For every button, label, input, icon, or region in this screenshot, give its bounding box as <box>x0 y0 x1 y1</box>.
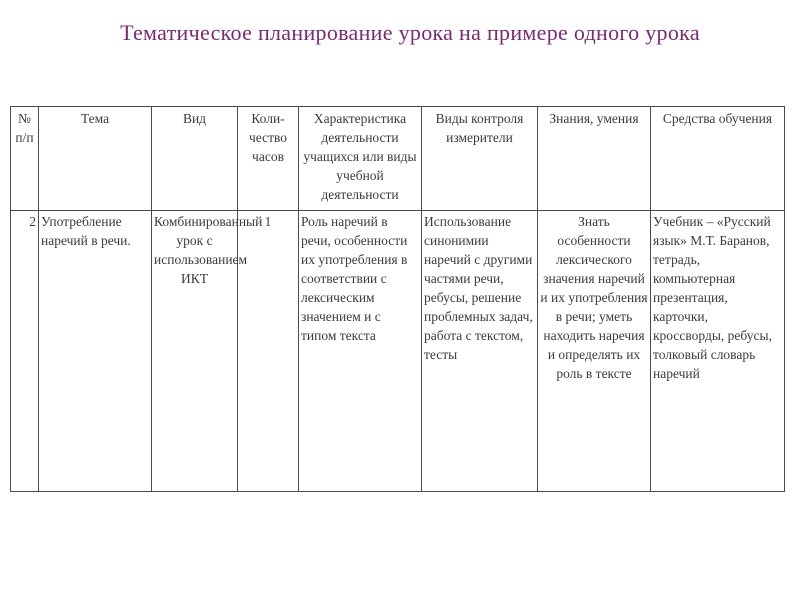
header-control: Виды контроля измерители <box>422 107 538 211</box>
cell-number: 2 <box>11 211 39 492</box>
header-type: Вид <box>152 107 238 211</box>
header-hours: Коли-чество часов <box>238 107 299 211</box>
cell-topic: Употребление наречий в речи. <box>39 211 152 492</box>
header-means: Средства обучения <box>651 107 785 211</box>
cell-hours: 1 <box>238 211 299 492</box>
cell-means: Учебник – «Русский язык» М.Т. Баранов, тетрадь, компьютерная презентация, карточки, кроссворды, ребусы, толковый словарь наречий <box>651 211 785 492</box>
planning-table <box>10 106 785 492</box>
cell-control: Использование синонимии наречий с другими частями речи, ребусы, решение проблемных задач, работа с текстом, тесты <box>422 211 538 492</box>
cell-activity: Роль наречий в речи, особенности их употребления в соответствии с лексическим значением и с типом текста <box>299 211 422 492</box>
header-knowledge: Знания, умения <box>538 107 651 211</box>
table-header-row <box>11 107 785 211</box>
cell-type: Комбинированный урок с использованием ИКТ <box>152 211 238 492</box>
header-number: № п/п <box>11 107 39 211</box>
header-activity: Характеристика деятельности учащихся или виды учебной деятельности <box>299 107 422 211</box>
header-topic: Тема <box>39 107 152 211</box>
slide-title: Тематическое планирование урока на примере одного урока <box>120 20 700 45</box>
table-row <box>11 211 785 492</box>
cell-knowledge: Знать особенности лексического значения наречий и их употребления в речи; уметь находить наречия и определять их роль в тексте <box>538 211 651 492</box>
